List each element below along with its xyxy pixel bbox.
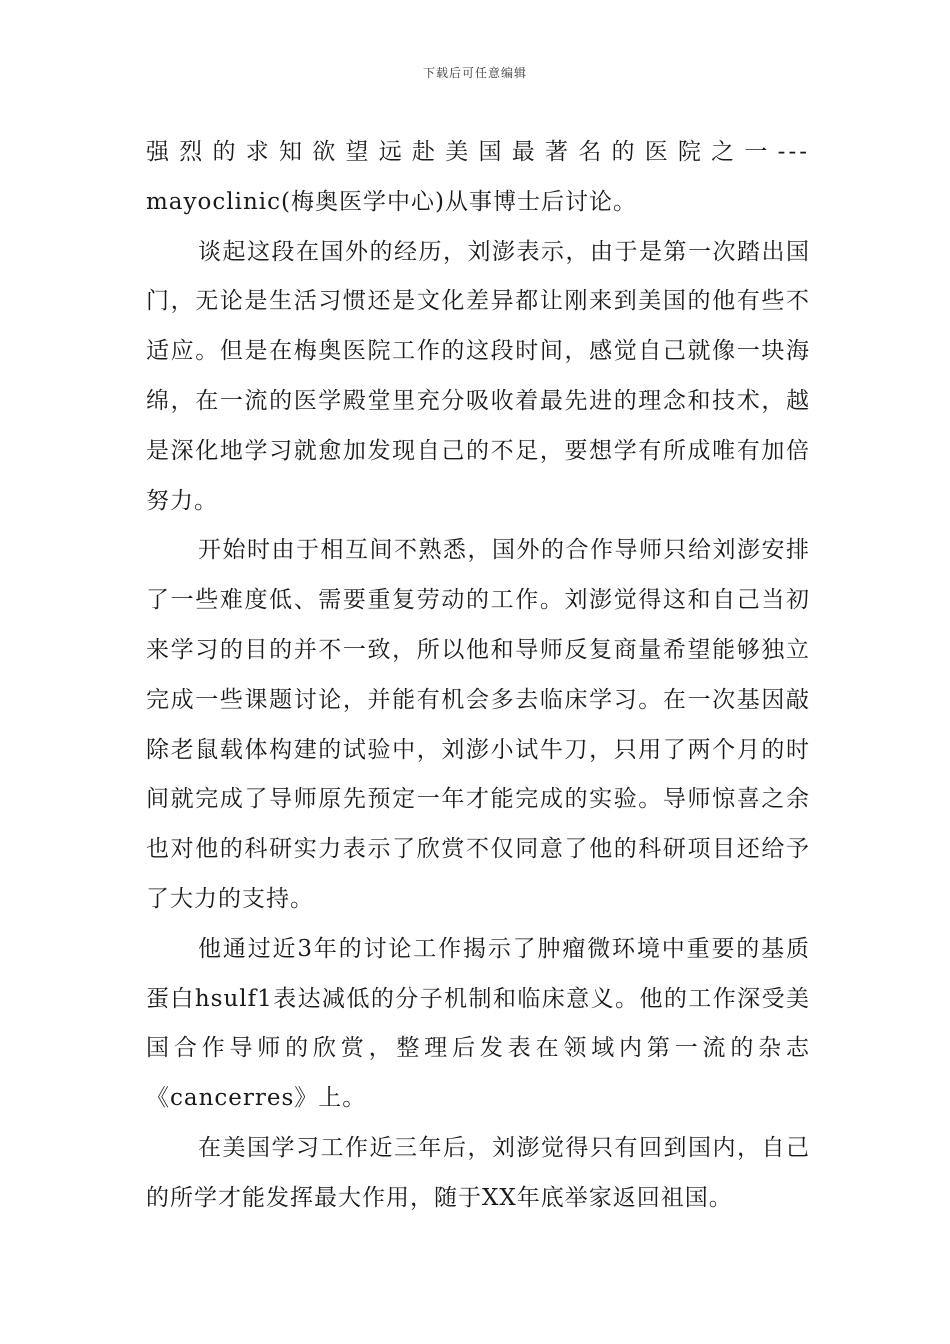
paragraph-line: mayoclinic(梅奥医学中心)从事博士后讨论。 [146, 188, 637, 215]
paragraph-continuation [146, 128, 810, 228]
paragraph: 谈起这段在国外的经历，刘澎表示，由于是第一次踏出国门，无论是生活习惯还是文化差异都让刚来到美国的他有些不适应。但是在梅奥医院工作的这段时间，感觉自己就像一块海绵，在一流的医学殿堂里充分吸收着最先进的理念和技术，越是深化地学习就愈加发现自己的不足，要想学有所成唯有加倍努力。 [146, 238, 810, 514]
document-body [146, 128, 810, 1224]
paragraph: 在美国学习工作近三年后，刘澎觉得只有回到国内，自己的所学才能发挥最大作用，随于XX年底举家返回祖国。 [146, 1134, 810, 1211]
paragraph: 开始时由于相互间不熟悉，国外的合作导师只给刘澎安排了一些难度低、需要重复劳动的工作。刘澎觉得这和自己当初来学习的目的并不一致，所以他和导师反复商量希望能够独立完成一些课题讨论，并能有机会多去临床学习。在一次基因敲除老鼠载体构建的试验中，刘澎小试牛刀，只用了两个月的时间就完成了导师原先预定一年才能完成的实验。导师惊喜之余也对他的科研实力表示了欣赏不仅同意了他的科研项目还给予了大力的支持。 [146, 537, 810, 912]
paragraph: 他通过近3年的讨论工作揭示了肿瘤微环境中重要的基质蛋白hsulf1表达减低的分子机制和临床意义。他的工作深受美国合作导师的欣赏，整理后发表在领域内第一流的杂志《cancerres》上。 [146, 935, 810, 1112]
paragraph-line: 强烈的求知欲望远赴美国最著名的医院之一--- [146, 139, 810, 165]
page-header: 下载后可任意编辑 [422, 66, 527, 80]
